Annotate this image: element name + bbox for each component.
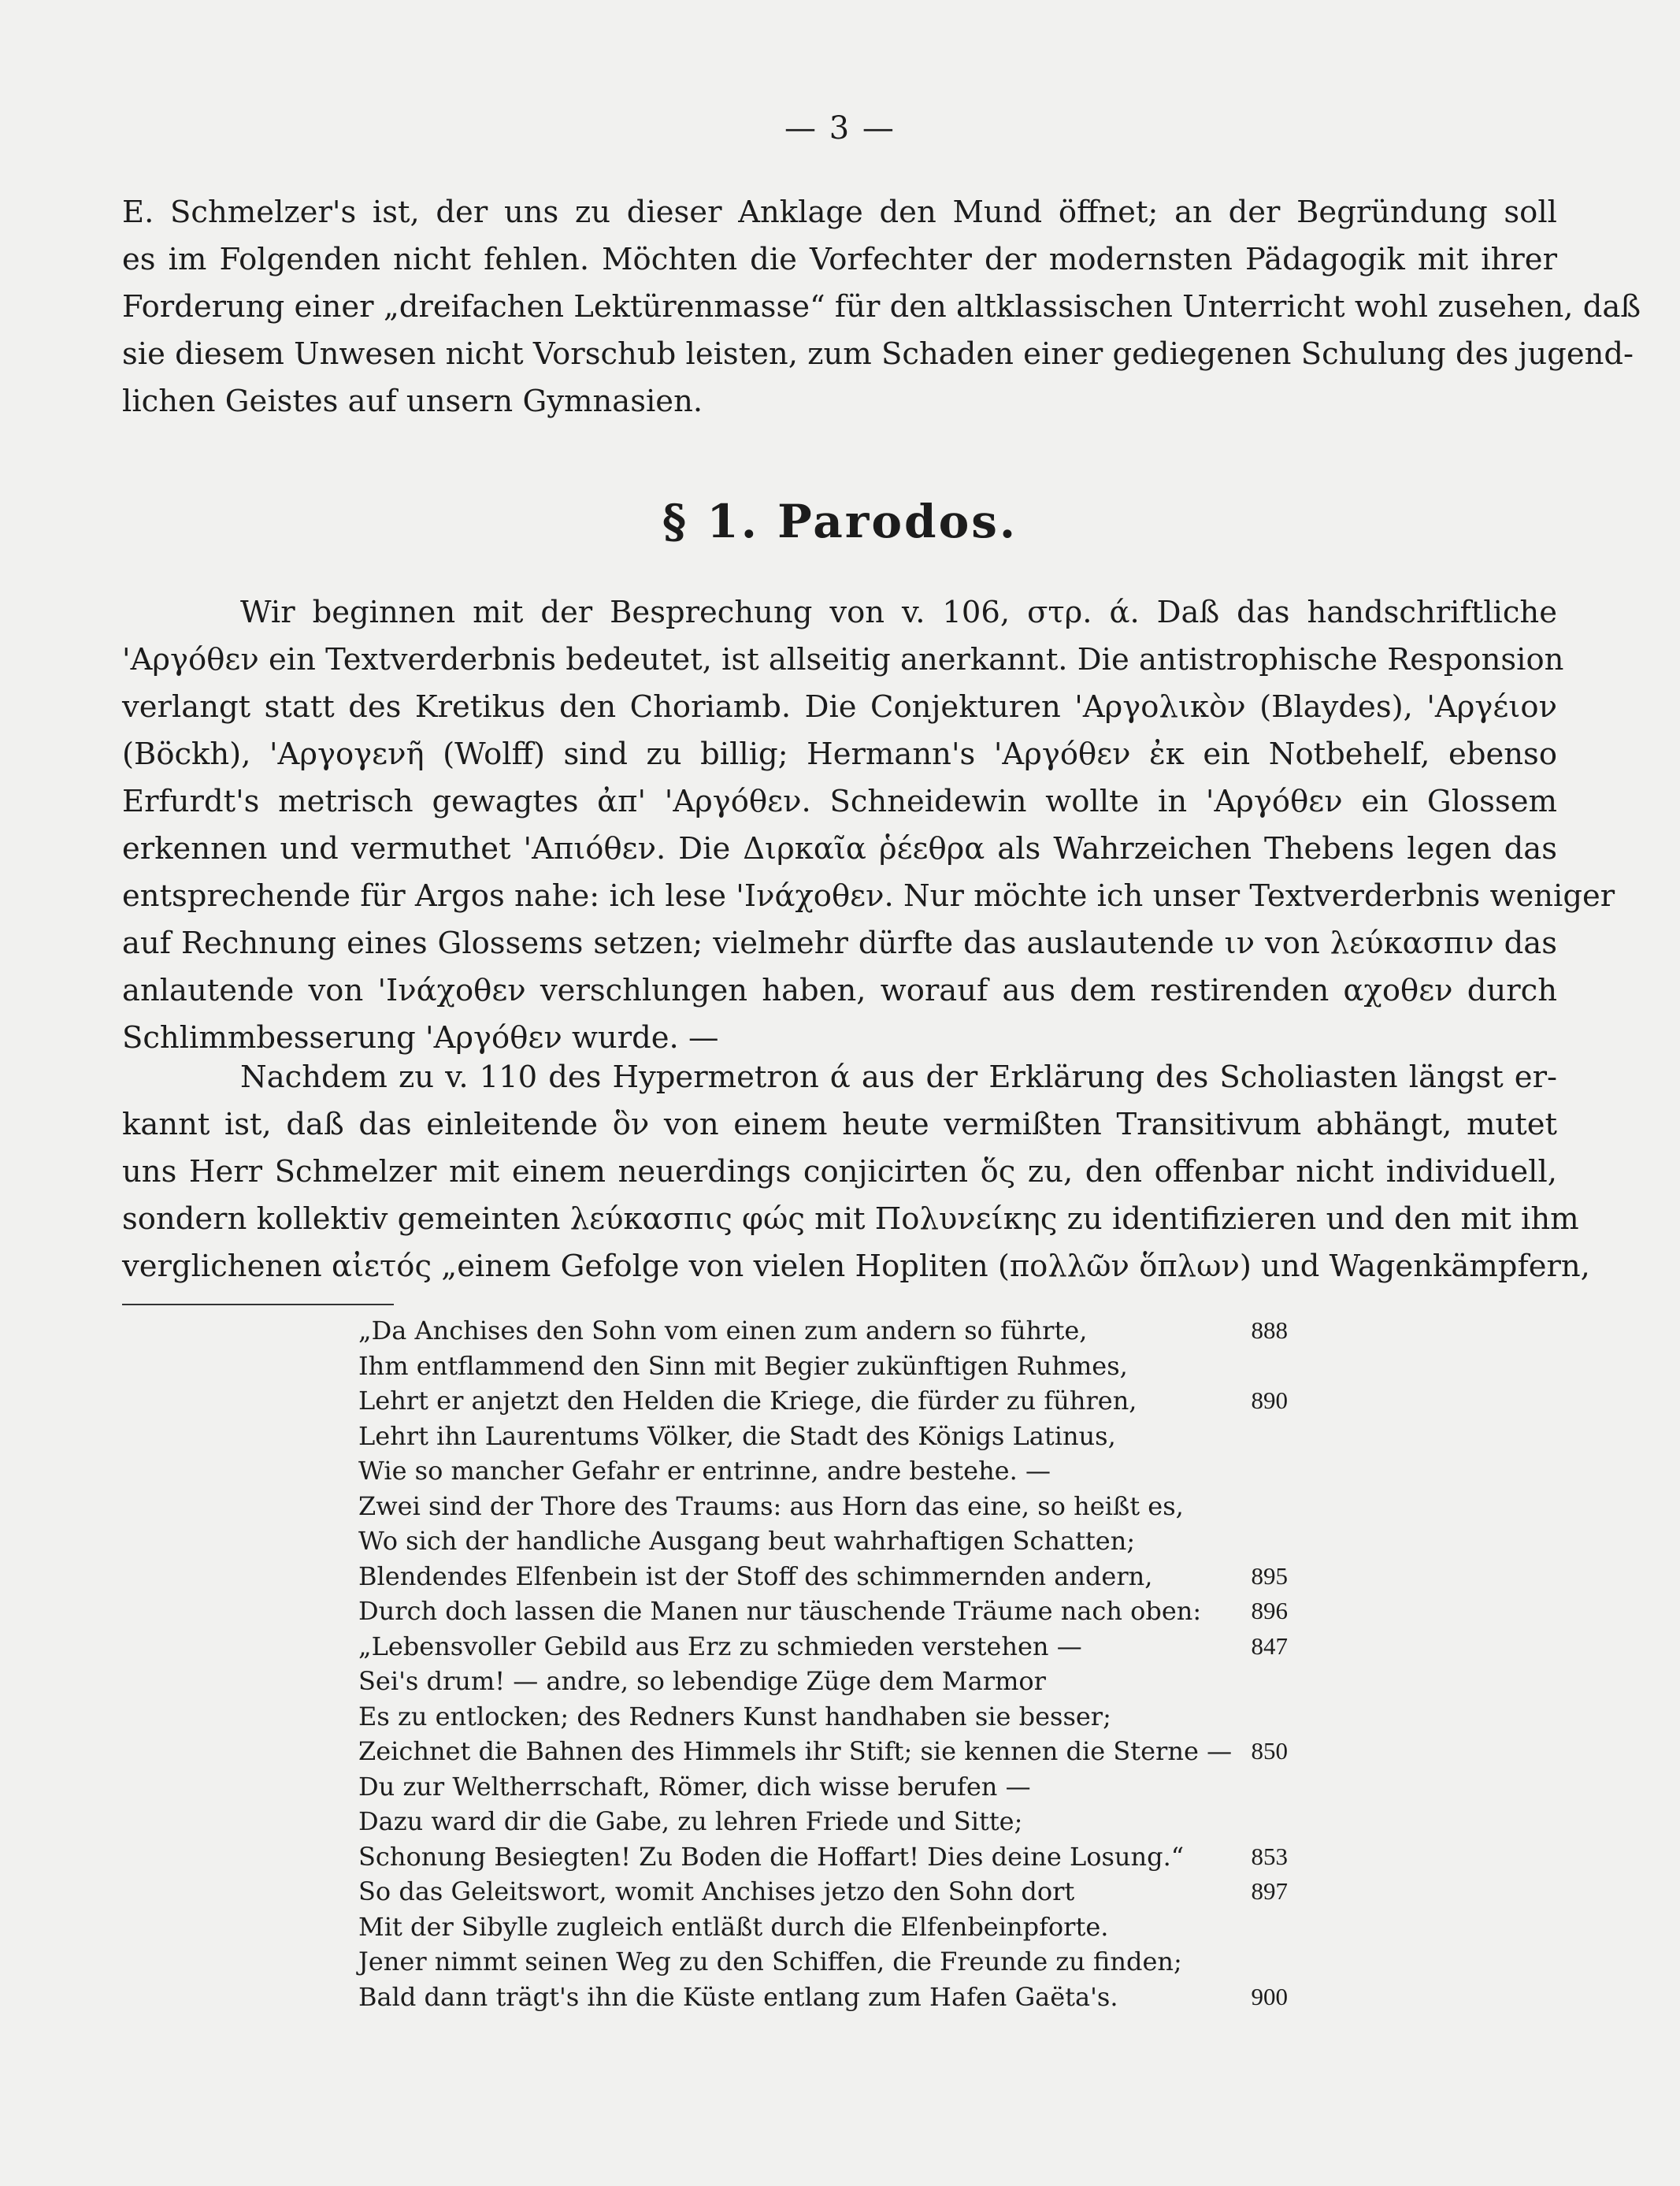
text-line: anlautende von 'Ινάχοθεν verschlungen haben, worauf aus dem restirenden αχοθεν durch [122,973,1557,1008]
verse-number: 888 [1251,1316,1288,1345]
verse-line [358,1699,1288,1735]
section-heading: § 1. Parodos. [662,495,1018,548]
text-line: E. Schmelzer's ist, der uns zu dieser Anklage den Mund öffnet; an der Begründung soll [122,195,1557,230]
verse-line [358,1313,1288,1349]
verse-text: Wie so mancher Gefahr er entrinne, andre bestehe. — [358,1456,1051,1486]
verse-line [358,1559,1288,1594]
verse-text: Blendendes Elfenbein ist der Stoff des schimmernden andern, [358,1561,1153,1591]
verse-text: Durch doch lassen die Manen nur täuschende Träume nach oben: [358,1596,1202,1627]
verse-text: Ihm entflammend den Sinn mit Begier zukünftigen Ruhmes, [358,1350,1128,1381]
text-line: (Böckh), 'Αργογενῆ (Wolff) sind zu billig; Hermann's 'Αργόθεν ἐκ ein Notbehelf, ebenso [122,737,1557,772]
verse-line [358,1453,1288,1489]
verse-text: „Lebensvoller Gebild aus Erz zu schmieden verstehen — [358,1631,1082,1661]
verse-number: 853 [1251,1842,1288,1870]
text-line: verlangt statt des Kretikus den Choriamb. Die Conjekturen 'Αργολικὸν (Blaydes), 'Αργέιον [122,689,1557,725]
text-line: entsprechende für Argos nahe: ich lese 'Ινάχοθεν. Nur möchte ich unser Textverderbnis weniger [122,878,1615,914]
verse-line [358,1769,1288,1805]
text-line: Wir beginnen mit der Besprechung von v. 106, στρ. ά. Daß das handschriftliche [240,595,1557,630]
text-line: Erfurdt's metrisch gewagtes ἀπ' 'Αργόθεν. Schneidewin wollte in 'Αργόθεν ein Glossem [122,784,1557,819]
verse-number: 847 [1251,1631,1288,1660]
verse-line [358,1910,1288,1945]
paragraph-1 [122,589,1615,1062]
verse-text: Wo sich der handliche Ausgang beut wahrhaftigen Schatten; [358,1526,1136,1557]
verse-number: 897 [1251,1877,1288,1906]
text-line: lichen Geistes auf unsern Gymnasien. [122,384,703,419]
verse-text: Dazu ward dir die Gabe, zu lehren Friede und Sitte; [358,1806,1023,1837]
verse-text: Es zu entlocken; des Redners Kunst handhaben sie besser; [358,1701,1111,1731]
verse-text: Jener nimmt seinen Weg zu den Schiffen, die Freunde zu finden; [358,1947,1182,1977]
text-line: Nachdem zu v. 110 des Hypermetron ά aus der Erklärung des Scholiasten längst er- [240,1060,1557,1095]
verse-text: Lehrt ihn Laurentums Völker, die Stadt des Königs Latinus, [358,1420,1116,1451]
page-number: — 3 — [784,110,896,147]
verse-line [358,1349,1288,1384]
verse-line [358,1874,1288,1910]
verse-number: 896 [1251,1597,1288,1625]
text-line: uns Herr Schmelzer mit einem neuerdings conjicirten ὅς zu, den offenbar nicht individuell, [122,1154,1557,1189]
verse-text: Mit der Sibylle zugleich entläßt durch die Elfenbeinpforte. [358,1911,1109,1942]
text-line: 'Αργόθεν ein Textverderbnis bedeutet, ist allseitig anerkannt. Die antistrophische Responsion [122,642,1564,677]
verse-text: Zeichnet die Bahnen des Himmels ihr Stift; sie kennen die Sterne — [358,1736,1233,1767]
text-line: erkennen und vermuthet 'Απιόθεν. Die Διρκαῖα ῥέεθρα als Wahrzeichen Thebens legen das [122,831,1557,867]
text-line: verglichenen αἰετός „einem Gefolge von vielen Hopliten (πολλῶν ὅπλων) und Wagenkämpfern, [122,1249,1590,1284]
verse-text: Lehrt er anjetzt den Helden die Kriege, die fürder zu führen, [358,1386,1137,1416]
verse-text: Du zur Weltherrschaft, Römer, dich wisse berufen — [358,1771,1031,1802]
verse-text: Bald dann trägt's ihn die Küste entlang zum Hafen Gaëta's. [358,1981,1118,2012]
text-line: auf Rechnung eines Glossems setzen; vielmehr dürfte das auslautende ιν von λεύκασπιν das [122,926,1557,961]
verse-line [358,1383,1288,1419]
footnote-divider [122,1304,394,1305]
verse-text: Zwei sind der Thore des Traums: aus Horn das eine, so heißt es, [358,1490,1184,1521]
verse-line [358,1419,1288,1454]
footnote-verses [358,1313,1288,2014]
verse-number: 900 [1251,1982,1288,2010]
verse-line [358,1629,1288,1665]
verse-line [358,1944,1288,1980]
text-line: Forderung einer „dreifachen Lektürenmasse“ für den altklassischen Unterricht wohl zusehen, daß [122,289,1641,325]
text-line: kannt ist, daß das einleitende ὃν von einem heute vermißten Transitivum abhängt, mutet [122,1107,1557,1142]
verse-text: „Da Anchises den Sohn vom einen zum andern so führte, [358,1316,1088,1346]
verse-line [358,1734,1288,1769]
verse-line [358,1839,1288,1875]
verse-line [358,1664,1288,1699]
verse-line [358,1594,1288,1629]
text-line: es im Folgenden nicht fehlen. Möchten die Vorfechter der modernsten Pädagogik mit ihrer [122,242,1557,277]
text-line: sie diesem Unwesen nicht Vorschub leisten, zum Schaden einer gediegenen Schulung des jugend- [122,336,1634,372]
intro-paragraph [122,189,1641,425]
verse-text: Sei's drum! — andre, so lebendige Züge dem Marmor [358,1666,1046,1697]
verse-text: Schonung Besiegten! Zu Boden die Hoffart! Dies deine Losung.“ [358,1841,1185,1872]
verse-line [358,1524,1288,1559]
text-line: sondern kollektiv gemeinten λεύκασπις φώς mit Πολυνείκης zu identifizieren und den mit ihm [122,1201,1579,1237]
verse-number: 895 [1251,1561,1288,1590]
text-line: Schlimmbesserung 'Αργόθεν wurde. — [122,1020,719,1056]
verse-line [358,1489,1288,1524]
verse-number: 850 [1251,1737,1288,1765]
verse-line [358,1980,1288,2015]
verse-number: 890 [1251,1386,1288,1415]
verse-text: So das Geleitswort, womit Anchises jetzo den Sohn dort [358,1876,1075,1907]
verse-line [358,1804,1288,1839]
paragraph-2 [122,1054,1590,1290]
